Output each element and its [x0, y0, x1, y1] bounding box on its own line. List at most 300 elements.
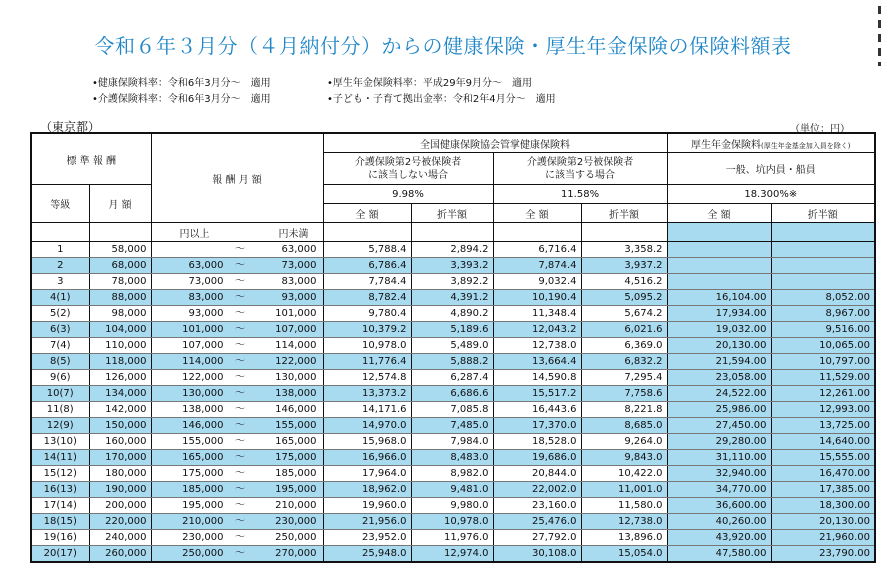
health-half-cell: 5,189.6: [411, 322, 493, 338]
pension-half-cell: 8,052.00: [771, 290, 875, 306]
range-to: 138,000: [275, 388, 317, 399]
range-from: 195,000: [182, 500, 224, 511]
health-full-cell: 10,379.2: [323, 322, 411, 338]
range-tilde: ～: [235, 244, 246, 255]
range-tilde: ～: [235, 516, 246, 527]
range-to: 122,000: [275, 356, 317, 367]
note-pension-rate: •厚生年金保険料率：平成29年9月分～ 適用: [327, 78, 532, 89]
range-cell: [151, 482, 323, 498]
health-half-cell: 8,483.0: [411, 450, 493, 466]
monthly-cell: 180,000: [89, 466, 151, 482]
note-child-rate: •子ども・子育て拠出金率：令和2年4月分～ 適用: [327, 94, 556, 105]
range-cell: [151, 418, 323, 434]
pension-full-cell: 31,110.00: [667, 450, 771, 466]
premium-table: [30, 132, 876, 563]
blank-cell: [89, 223, 151, 242]
grade-cell: 14(11): [31, 450, 89, 466]
rate-care-none: 9.98%: [323, 185, 493, 204]
grade-cell: 13(10): [31, 434, 89, 450]
health-care-full-cell: 30,108.0: [493, 546, 581, 563]
range-cell: [151, 530, 323, 546]
grade-cell: 19(16): [31, 530, 89, 546]
grade-cell: 16(13): [31, 482, 89, 498]
range-from: 185,000: [182, 484, 224, 495]
health-care-half-cell: 6,832.2: [581, 354, 667, 370]
pension-full-cell: 47,580.00: [667, 546, 771, 563]
pension-half-cell: 20,130.00: [771, 514, 875, 530]
monthly-cell: 68,000: [89, 258, 151, 274]
half-header: 折半額: [581, 204, 667, 223]
range-from: 138,000: [182, 404, 224, 415]
health-care-half-cell: 3,358.2: [581, 242, 667, 258]
health-care-full-cell: 7,874.4: [493, 258, 581, 274]
range-to: 130,000: [275, 372, 317, 383]
pension-header: [667, 133, 875, 153]
blank-cell: [667, 223, 771, 242]
range-from: 101,000: [182, 324, 224, 335]
range-tilde: ～: [235, 404, 246, 415]
table-row: [31, 290, 875, 306]
health-care-half-cell: 5,674.2: [581, 306, 667, 322]
health-care-half-cell: 11,001.0: [581, 482, 667, 498]
pension-half-cell: 18,300.00: [771, 498, 875, 514]
range-cell: [151, 546, 323, 563]
range-tilde: ～: [235, 340, 246, 351]
monthly-cell: 142,000: [89, 402, 151, 418]
rate-pension: 18.300%※: [667, 185, 875, 204]
grade-cell: 3: [31, 274, 89, 290]
health-half-cell: 6,686.6: [411, 386, 493, 402]
table-row: [31, 530, 875, 546]
range-from: 73,000: [188, 276, 224, 287]
grade-cell: 9(6): [31, 370, 89, 386]
range-from: 155,000: [182, 436, 224, 447]
monthly-cell: 110,000: [89, 338, 151, 354]
health-full-cell: 11,776.4: [323, 354, 411, 370]
range-tilde: ～: [235, 452, 246, 463]
health-full-cell: 19,960.0: [323, 498, 411, 514]
pension-full-cell: 29,280.00: [667, 434, 771, 450]
grade-cell: 15(12): [31, 466, 89, 482]
full-header: 全 額: [667, 204, 771, 223]
health-care-full-cell: 13,664.4: [493, 354, 581, 370]
health-care-half-cell: 3,937.2: [581, 258, 667, 274]
health-care-half-cell: 7,758.6: [581, 386, 667, 402]
health-care-full-cell: 19,686.0: [493, 450, 581, 466]
range-to: 101,000: [275, 308, 317, 319]
table-row: [31, 338, 875, 354]
grade-cell: 18(15): [31, 514, 89, 530]
grade-cell: 12(9): [31, 418, 89, 434]
range-from: 175,000: [182, 468, 224, 479]
health-care-full-cell: 11,348.4: [493, 306, 581, 322]
range-from: 130,000: [182, 388, 224, 399]
half-header: 折半額: [771, 204, 875, 223]
table-row: [31, 498, 875, 514]
health-half-cell: 7,085.8: [411, 402, 493, 418]
pension-full-cell: 34,770.00: [667, 482, 771, 498]
health-half-cell: 7,485.0: [411, 418, 493, 434]
monthly-cell: 160,000: [89, 434, 151, 450]
monthly-cell: 126,000: [89, 370, 151, 386]
blank-cell: [323, 223, 411, 242]
health-care-full-cell: 12,043.2: [493, 322, 581, 338]
blank-cell: [581, 223, 667, 242]
pension-half-cell: 23,790.00: [771, 546, 875, 563]
grade-cell: 20(17): [31, 546, 89, 563]
notes-row: [92, 92, 556, 108]
pension-half-cell: [771, 242, 875, 258]
pension-full-cell: [667, 242, 771, 258]
range-tilde: ～: [235, 356, 246, 367]
rate-care-yes: 11.58%: [493, 185, 667, 204]
grade-cell: 2: [31, 258, 89, 274]
range-cell: [151, 498, 323, 514]
monthly-cell: 58,000: [89, 242, 151, 258]
health-full-cell: 10,978.0: [323, 338, 411, 354]
health-half-cell: 5,489.0: [411, 338, 493, 354]
range-to: 175,000: [275, 452, 317, 463]
health-care-full-cell: 15,517.2: [493, 386, 581, 402]
range-tilde: ～: [235, 436, 246, 447]
notes-row: [92, 76, 556, 92]
range-to: 230,000: [275, 516, 317, 527]
range-tilde: ～: [235, 308, 246, 319]
table-row: [31, 546, 875, 563]
monthly-cell: 190,000: [89, 482, 151, 498]
health-care-full-cell: 23,160.0: [493, 498, 581, 514]
range-tilde: ～: [235, 260, 246, 271]
range-from: 250,000: [182, 548, 224, 559]
health-half-cell: 9,481.0: [411, 482, 493, 498]
health-full-cell: 17,964.0: [323, 466, 411, 482]
care-yes-header: 介護保険第2号被保険者 に該当する場合: [493, 153, 667, 185]
health-care-half-cell: 5,095.2: [581, 290, 667, 306]
range-to: 83,000: [281, 276, 317, 287]
pension-half-cell: 15,555.00: [771, 450, 875, 466]
monthly-cell: 170,000: [89, 450, 151, 466]
table-row: [31, 482, 875, 498]
monthly-cell: 104,000: [89, 322, 151, 338]
monthly-cell: 98,000: [89, 306, 151, 322]
health-half-cell: 5,888.2: [411, 354, 493, 370]
range-tilde: ～: [235, 420, 246, 431]
range-to: 155,000: [275, 420, 317, 431]
health-half-cell: 3,393.2: [411, 258, 493, 274]
health-full-cell: 8,782.4: [323, 290, 411, 306]
table-row: [31, 242, 875, 258]
monthly-cell: 260,000: [89, 546, 151, 563]
range-tilde: ～: [235, 292, 246, 303]
health-full-cell: 23,952.0: [323, 530, 411, 546]
monthly-cell: 220,000: [89, 514, 151, 530]
pension-full-cell: 21,594.00: [667, 354, 771, 370]
pension-half-cell: 17,385.00: [771, 482, 875, 498]
full-header: 全 額: [323, 204, 411, 223]
monthly-cell: 118,000: [89, 354, 151, 370]
range-from: 114,000: [182, 356, 224, 367]
health-care-half-cell: 8,221.8: [581, 402, 667, 418]
range-cell: [151, 338, 323, 354]
health-care-full-cell: 22,002.0: [493, 482, 581, 498]
range-from: 63,000: [188, 260, 224, 271]
range-cell: [151, 402, 323, 418]
table-row: [31, 418, 875, 434]
health-half-cell: 3,892.2: [411, 274, 493, 290]
range-from: 83,000: [188, 292, 224, 303]
pension-half-cell: [771, 274, 875, 290]
pension-half-cell: 9,516.00: [771, 322, 875, 338]
grade-cell: 17(14): [31, 498, 89, 514]
health-half-cell: 6,287.4: [411, 370, 493, 386]
range-tilde: ～: [235, 532, 246, 543]
standard-remuneration-header: 標 準 報 酬: [31, 133, 151, 185]
health-full-cell: 14,171.6: [323, 402, 411, 418]
range-from: 122,000: [182, 372, 224, 383]
health-care-full-cell: 18,528.0: [493, 434, 581, 450]
range-cell: [151, 258, 323, 274]
table-row: [31, 514, 875, 530]
range-to: 63,000: [281, 244, 317, 255]
health-care-half-cell: 8,685.0: [581, 418, 667, 434]
pension-full-cell: 25,986.00: [667, 402, 771, 418]
pension-half-cell: 14,640.00: [771, 434, 875, 450]
unit-label: （単位：円）: [790, 124, 850, 135]
health-care-full-cell: 10,190.4: [493, 290, 581, 306]
health-half-cell: 4,890.2: [411, 306, 493, 322]
health-care-half-cell: 7,295.4: [581, 370, 667, 386]
health-care-full-cell: 12,738.0: [493, 338, 581, 354]
health-half-cell: 4,391.2: [411, 290, 493, 306]
table-row: [31, 466, 875, 482]
range-from: 107,000: [182, 340, 224, 351]
range-cell: [151, 274, 323, 290]
range-to: 210,000: [275, 500, 317, 511]
range-from: 93,000: [188, 308, 224, 319]
health-care-full-cell: 14,590.8: [493, 370, 581, 386]
health-care-full-cell: 6,716.4: [493, 242, 581, 258]
health-full-cell: 6,786.4: [323, 258, 411, 274]
pension-header-label: 厚生年金保険料: [691, 139, 762, 151]
health-care-half-cell: 15,054.0: [581, 546, 667, 563]
range-cell: [151, 450, 323, 466]
health-half-cell: 11,976.0: [411, 530, 493, 546]
pension-half-cell: 8,967.00: [771, 306, 875, 322]
pension-full-cell: 20,130.00: [667, 338, 771, 354]
monthly-header: 月 額: [89, 185, 151, 223]
blank-cell: [493, 223, 581, 242]
pension-full-cell: 17,934.00: [667, 306, 771, 322]
health-half-cell: 9,980.0: [411, 498, 493, 514]
grade-cell: 4(1): [31, 290, 89, 306]
health-care-half-cell: 9,264.0: [581, 434, 667, 450]
health-half-cell: 10,978.0: [411, 514, 493, 530]
pension-half-cell: 10,065.00: [771, 338, 875, 354]
monthly-cell: 150,000: [89, 418, 151, 434]
pension-half-cell: 12,993.00: [771, 402, 875, 418]
care-none-header: 介護保険第2号被保険者 に該当しない場合: [323, 153, 493, 185]
health-care-half-cell: 9,843.0: [581, 450, 667, 466]
health-full-cell: 21,956.0: [323, 514, 411, 530]
table-row: [31, 402, 875, 418]
to-unit-label: 円未満: [278, 228, 309, 240]
range-tilde: ～: [235, 324, 246, 335]
grade-cell: 7(4): [31, 338, 89, 354]
monthly-cell: 88,000: [89, 290, 151, 306]
range-to: 146,000: [275, 404, 317, 415]
kyokai-header: 全国健康保険協会管掌健康保険料: [323, 133, 667, 153]
range-unit-cell: [151, 223, 323, 242]
pension-full-cell: 40,260.00: [667, 514, 771, 530]
health-care-half-cell: 11,580.0: [581, 498, 667, 514]
grade-header: 等級: [31, 185, 89, 223]
health-care-half-cell: 10,422.0: [581, 466, 667, 482]
grade-cell: 1: [31, 242, 89, 258]
range-cell: [151, 370, 323, 386]
note-health-rate: •健康保険料率：令和6年3月分～ 適用: [92, 78, 271, 89]
range-cell: [151, 466, 323, 482]
range-from: 210,000: [182, 516, 224, 527]
monthly-cell: 78,000: [89, 274, 151, 290]
health-full-cell: 16,966.0: [323, 450, 411, 466]
health-care-half-cell: 4,516.2: [581, 274, 667, 290]
monthly-cell: 200,000: [89, 498, 151, 514]
health-care-full-cell: 16,443.6: [493, 402, 581, 418]
health-full-cell: 14,970.0: [323, 418, 411, 434]
health-care-full-cell: 17,370.0: [493, 418, 581, 434]
grade-cell: 5(2): [31, 306, 89, 322]
note-care-rate: •介護保険料率：令和6年3月分～ 適用: [92, 94, 271, 105]
pension-half-cell: 13,725.00: [771, 418, 875, 434]
monthly-cell: 134,000: [89, 386, 151, 402]
health-half-cell: 7,984.0: [411, 434, 493, 450]
pension-half-cell: 11,529.00: [771, 370, 875, 386]
region-label: （東京都）: [40, 120, 101, 134]
pension-full-cell: 32,940.00: [667, 466, 771, 482]
pension-full-cell: 16,104.00: [667, 290, 771, 306]
table-row: [31, 258, 875, 274]
remuneration-monthly-header: 報 酬 月 額: [151, 133, 323, 223]
blank-cell: [771, 223, 875, 242]
table-row: [31, 450, 875, 466]
range-to: 250,000: [275, 532, 317, 543]
pension-full-cell: 19,032.00: [667, 322, 771, 338]
range-to: 114,000: [275, 340, 317, 351]
range-cell: [151, 514, 323, 530]
health-full-cell: 9,780.4: [323, 306, 411, 322]
range-cell: [151, 306, 323, 322]
health-full-cell: 12,574.8: [323, 370, 411, 386]
health-care-half-cell: 6,021.6: [581, 322, 667, 338]
range-to: 195,000: [275, 484, 317, 495]
range-tilde: ～: [235, 500, 246, 511]
health-full-cell: 5,788.4: [323, 242, 411, 258]
table-row: [31, 306, 875, 322]
range-tilde: ～: [235, 388, 246, 399]
range-to: 185,000: [275, 468, 317, 479]
range-tilde: ～: [235, 468, 246, 479]
grade-cell: 10(7): [31, 386, 89, 402]
range-cell: [151, 386, 323, 402]
range-tilde: ～: [235, 372, 246, 383]
blank-cell: [31, 223, 89, 242]
health-care-full-cell: 25,476.0: [493, 514, 581, 530]
range-from: 146,000: [182, 420, 224, 431]
pension-full-cell: 36,600.00: [667, 498, 771, 514]
range-to: 270,000: [275, 548, 317, 559]
range-to: 93,000: [281, 292, 317, 303]
pension-half-cell: 12,261.00: [771, 386, 875, 402]
pension-half-cell: 10,797.00: [771, 354, 875, 370]
monthly-cell: 240,000: [89, 530, 151, 546]
range-cell: [151, 322, 323, 338]
pension-full-cell: 43,920.00: [667, 530, 771, 546]
health-full-cell: 18,962.0: [323, 482, 411, 498]
range-cell: [151, 290, 323, 306]
blank-cell: [411, 223, 493, 242]
grade-cell: 11(8): [31, 402, 89, 418]
health-care-half-cell: 12,738.0: [581, 514, 667, 530]
pension-full-cell: [667, 274, 771, 290]
health-full-cell: 15,968.0: [323, 434, 411, 450]
general-header: 一般、坑内員・船員: [667, 153, 875, 185]
range-to: 73,000: [281, 260, 317, 271]
pension-half-cell: 16,470.00: [771, 466, 875, 482]
health-care-half-cell: 6,369.0: [581, 338, 667, 354]
range-from: 165,000: [182, 452, 224, 463]
grade-cell: 8(5): [31, 354, 89, 370]
health-full-cell: 25,948.0: [323, 546, 411, 563]
range-from: [164, 243, 224, 256]
range-cell: [151, 434, 323, 450]
pension-half-cell: [771, 258, 875, 274]
health-care-full-cell: 27,792.0: [493, 530, 581, 546]
table-row: [31, 434, 875, 450]
table-row: [31, 354, 875, 370]
health-half-cell: 12,974.0: [411, 546, 493, 563]
health-care-full-cell: 9,032.4: [493, 274, 581, 290]
range-tilde: ～: [235, 276, 246, 287]
health-care-full-cell: 20,844.0: [493, 466, 581, 482]
health-full-cell: 13,373.2: [323, 386, 411, 402]
pension-full-cell: 24,522.00: [667, 386, 771, 402]
pension-half-cell: 21,960.00: [771, 530, 875, 546]
pension-full-cell: 23,058.00: [667, 370, 771, 386]
full-header: 全 額: [493, 204, 581, 223]
page-title: 令和６年３月分（４月納付分）からの健康保険・厚生年金保険の保険料額表: [94, 34, 792, 58]
range-cell: [151, 242, 323, 258]
range-tilde: ～: [235, 548, 246, 559]
half-header: 折半額: [411, 204, 493, 223]
range-to: 107,000: [275, 324, 317, 335]
range-cell: [151, 354, 323, 370]
pension-full-cell: [667, 258, 771, 274]
range-tilde: ～: [235, 484, 246, 495]
health-half-cell: 8,982.0: [411, 466, 493, 482]
table-row: [31, 370, 875, 386]
pension-header-note: (厚生年金基金加入員を除く): [761, 141, 851, 150]
rate-notes: [92, 76, 556, 108]
health-care-half-cell: 13,896.0: [581, 530, 667, 546]
from-unit-label: 円以上: [179, 228, 210, 240]
table-row: [31, 386, 875, 402]
table-row: [31, 322, 875, 338]
range-from: 230,000: [182, 532, 224, 543]
health-full-cell: 7,784.4: [323, 274, 411, 290]
table-row: [31, 274, 875, 290]
grade-cell: 6(3): [31, 322, 89, 338]
range-to: 165,000: [275, 436, 317, 447]
